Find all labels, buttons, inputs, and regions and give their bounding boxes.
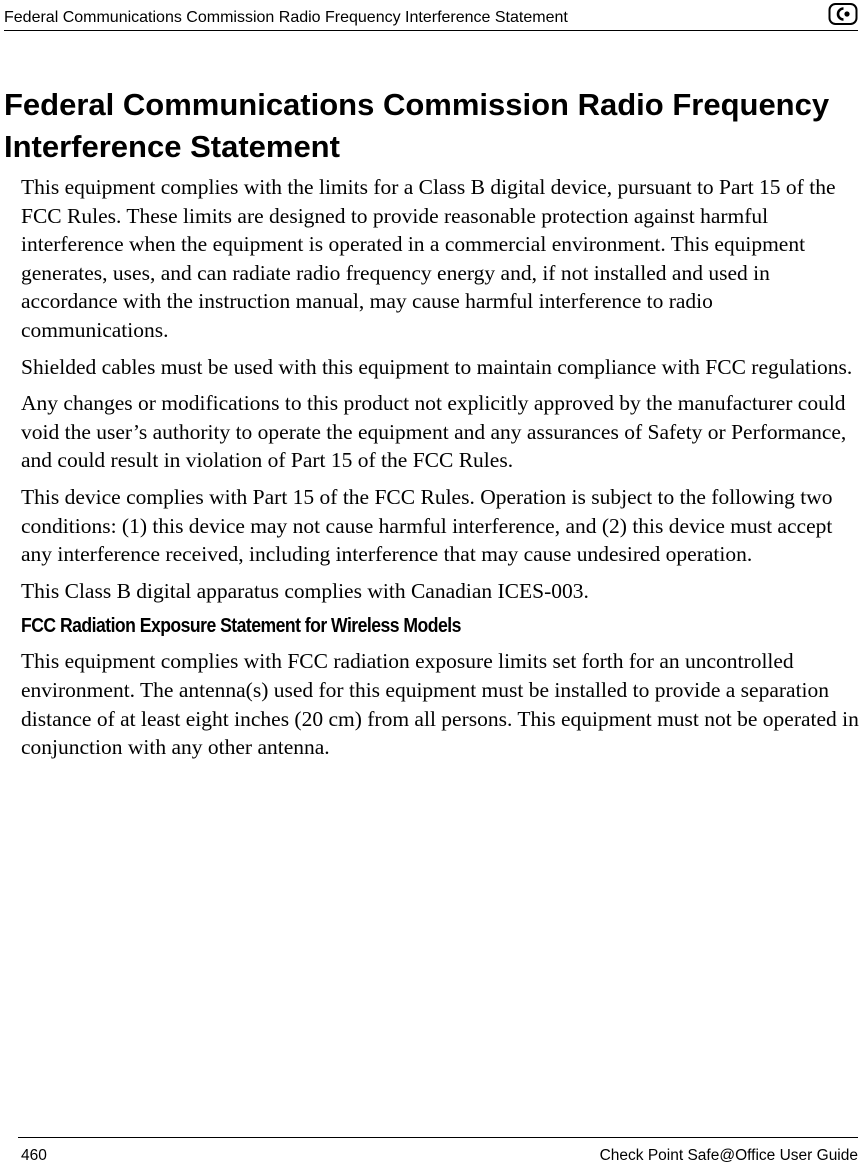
page-title: Federal Communications Commission Radio Frequency Interference Statement bbox=[4, 87, 830, 164]
page-number: 460 bbox=[21, 1147, 47, 1164]
paragraph-canadian-ices: This Class B digital apparatus complies with Canadian ICES-003. bbox=[21, 578, 589, 603]
running-footer bbox=[18, 1137, 858, 1164]
running-header bbox=[4, 0, 858, 31]
paragraph-class-b-compliance: This equipment complies with the limits for a Class B digital device, pursuant to Part 15 of the FCC Rules. These limits are designed to provide reasonable protection against harmful interference when the equipment is operated in a commercial environment. This equipment generates, uses, and can radiate radio frequency energy and, if not installed and used in accordance with the instruction manual, may cause harmful interference to radio communications. bbox=[21, 175, 836, 342]
paragraph-modifications-warning: Any changes or modifications to this product not explicitly approved by the manufacturer could void the user’s authority to operate the equipment and any assurances of Safety or Performance, and could result in violation of Part 15 of the FCC Rules. bbox=[21, 391, 847, 473]
document-body bbox=[21, 173, 861, 770]
paragraph-radiation-exposure: This equipment complies with FCC radiation exposure limits set forth for an uncontrolled environment. The antenna(s) used for this equipment must be installed to provide a separation distance of at least eight inches (20 cm) from all persons. This equipment must not be operated in conjunction with any other antenna. bbox=[21, 649, 859, 760]
header-title: Federal Communications Commission Radio Frequency Interference Statement bbox=[4, 9, 568, 26]
paragraph-shielded-cables: Shielded cables must be used with this equipment to maintain compliance with FCC regulations. bbox=[21, 354, 853, 379]
check-point-logo-icon bbox=[828, 2, 858, 26]
footer-guide-title: Check Point Safe@Office User Guide bbox=[599, 1147, 858, 1164]
section-heading-radiation-exposure: FCC Radiation Exposure Statement for Wireless Models bbox=[21, 615, 461, 638]
paragraph-part-15-conditions: This device complies with Part 15 of the FCC Rules. Operation is subject to the following two conditions: (1) this device may not cause harmful interference, and (2) this device must accept any interference received, including interference that may cause undesired operation. bbox=[21, 484, 833, 567]
